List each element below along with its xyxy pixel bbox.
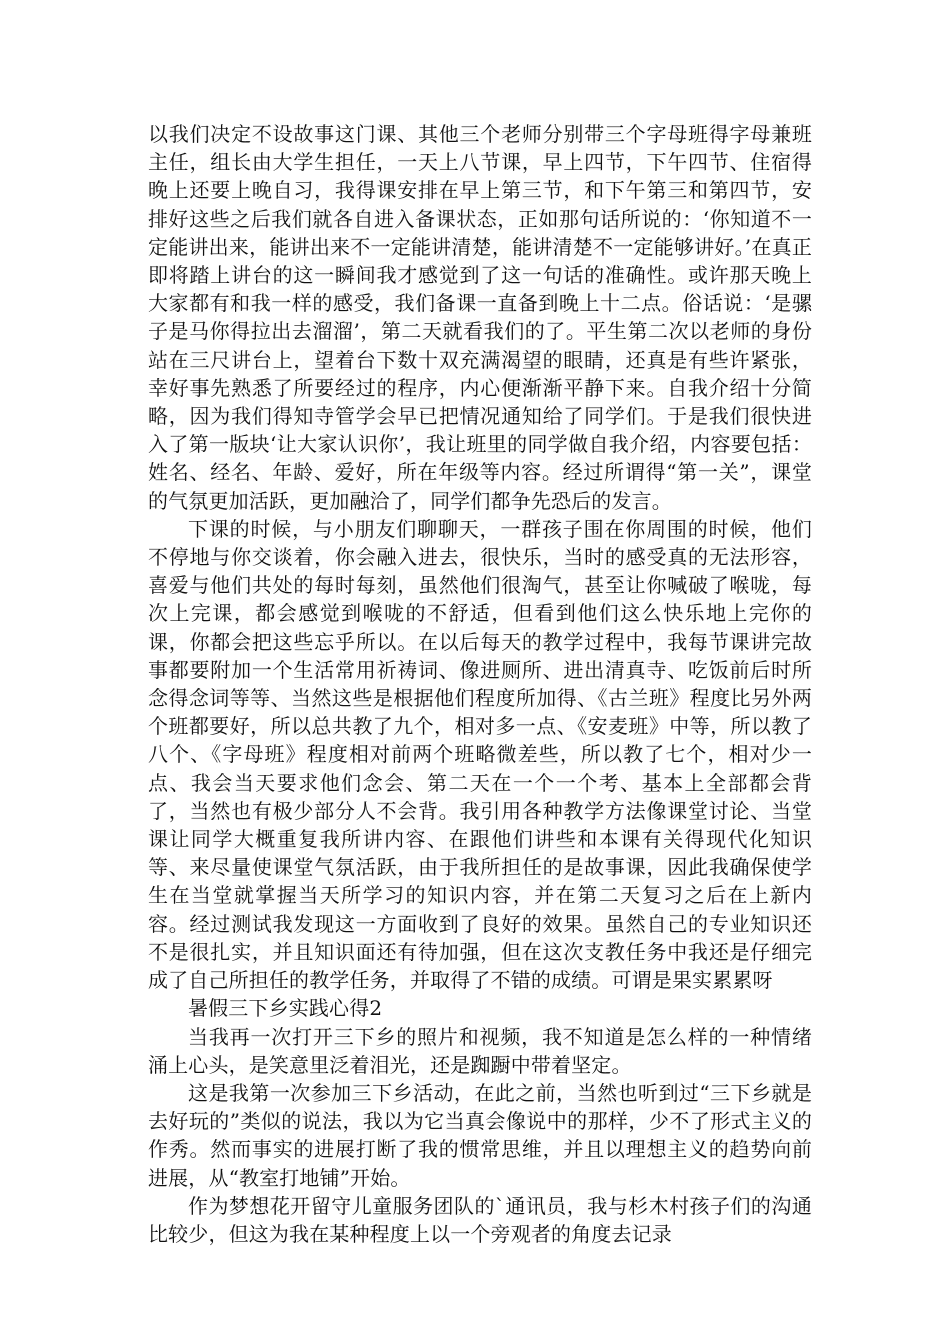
section-heading: 暑假三下乡实践心得2	[188, 996, 383, 1021]
paragraph-4: 这是我第一次参加三下乡活动，在此之前，当然也听到过“三下乡就是去好玩的”类似的说法，我以为它当真会像说中的那样，少不了形式主义的作秀。然而事实的进展打断了我的惯常思维，并且以理想主义的趋势向前进展，从“教室打地铺”开始。	[148, 1080, 812, 1190]
paragraph-3: 当我再一次打开三下乡的照片和视频，我不知道是怎么样的一种情绪涌上心头，是笑意里泛着泪光，还是踟蹰中带着坚定。	[148, 1024, 812, 1077]
paragraph-5: 作为梦想花开留守儿童服务团队的`通讯员，我与杉木村孩子们的沟通比较少，但这为我在某种程度上以一个旁观者的角度去记录	[148, 1193, 812, 1246]
document-body	[148, 120, 812, 1248]
paragraph-2: 下课的时候，与小朋友们聊聊天，一群孩子围在你周围的时候，他们不停地与你交谈着，你会融入进去，很快乐，当时的感受真的无法形容，喜爱与他们共处的每时每刻，虽然他们很淘气，甚至让你喊破了喉咙，每次上完课，都会感觉到喉咙的不舒适，但看到他们这么快乐地上完你的课，你都会把这些忘乎所以。在以后每天的教学过程中，我每节课讲完故事都要附加一个生活常用祈祷词、像进厕所、进出清真寺、吃饭前后时所念得念词等等、当然这些是根据他们程度所加得、《古兰班》程度比另外两个班都要好，所以总共教了九个，相对多一点、《安麦班》中等，所以教了八个、《字母班》程度相对前两个班略微差些，所以教了七个，相对少一点、我会当天要求他们念会、第二天在一个一个考、基本上全部都会背了，当然也有极少部分人不会背。我引用各种教学方法像课堂讨论、当堂课让同学大概重复我所讲内容、在跟他们讲些和本课有关得现代化知识等、来尽量使课堂气氛活跃，由于我所担任的是故事课，因此我确保使学生在当堂就掌握当天所学习的知识内容，并在第二天复习之后在上新内容。经过测试我发现这一方面收到了良好的效果。虽然自己的专业知识还不是很扎实，并且知识面还有待加强，但在这次支教任务中我还是仔细完成了自己所担任的教学任务，并取得了不错的成绩。可谓是果实累累呀	[148, 516, 812, 993]
paragraph-1: 以我们决定不设故事这门课、其他三个老师分别带三个字母班得字母兼班主任，组长由大学生担任，一天上八节课，早上四节，下午四节、住宿得晚上还要上晚自习，我得课安排在早上第三节，和下午第三和第四节，安排好这些之后我们就各自进入备课状态，正如那句话所说的：‘你知道不一定能讲出来，能讲出来不一定能讲清楚，能讲清楚不一定能够讲好。’在真正即将踏上讲台的这一瞬间我才感觉到了这一句话的准确性。或许那天晚上大家都有和我一样的感受，我们备课一直备到晚上十二点。俗话说：‘是骡子是马你得拉出去溜溜’，第二天就看我们的了。平生第二次以老师的身份站在三尺讲台上，望着台下数十双充满渴望的眼睛，还真是有些许紧张，幸好事先熟悉了所要经过的程序，内心便渐渐平静下来。自我介绍十分简略，因为我们得知寺管学会早已把情况通知给了同学们。于是我们很快进入了第一版块‘让大家认识你’，我让班里的同学做自我介绍，内容要包括：姓名、经名、年龄、爱好，所在年级等内容。经过所谓得“第一关”，课堂的气氛更加活跃，更加融洽了，同学们都争先恐后的发言。	[148, 122, 812, 513]
